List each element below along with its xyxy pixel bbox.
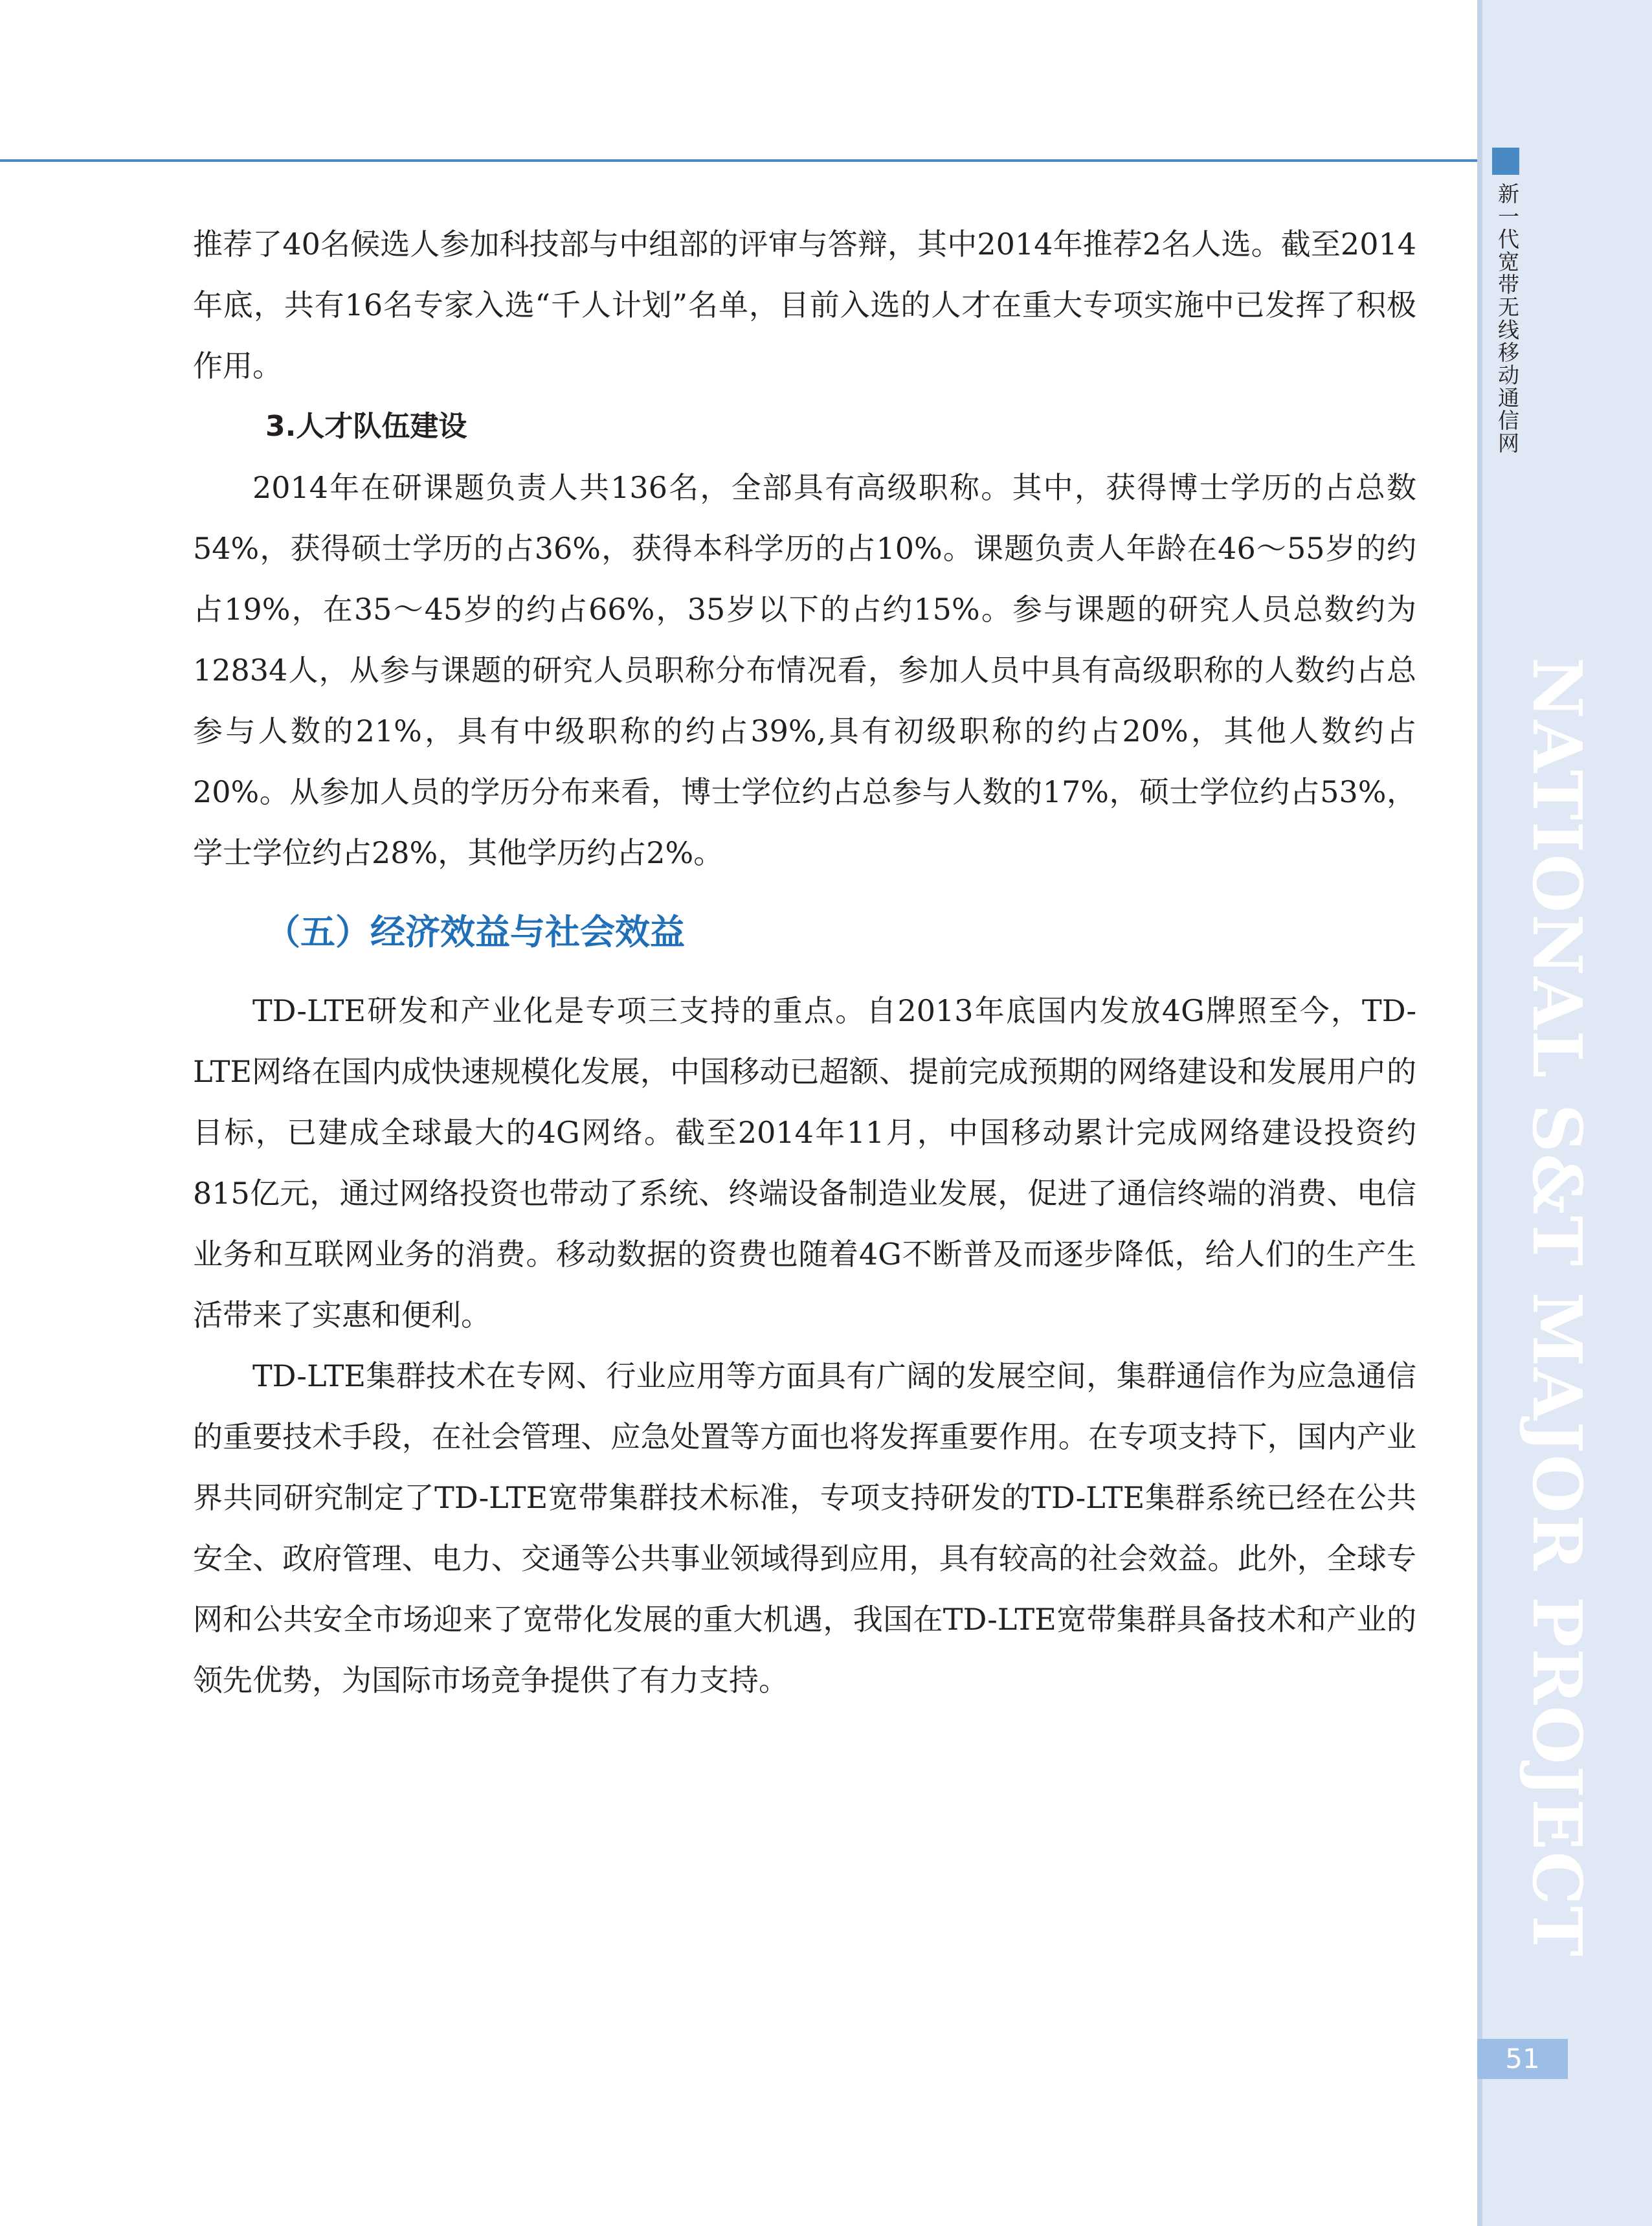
paragraph-talent: 2014年在研课题负责人共136名，全部具有高级职称。其中，获得博士学历的占总数54%，获得硕士学历的占36%，获得本科学历的占10%。课题负责人年龄在46～55岁的约占19%，在35～45岁的约占66%，35岁以下的占约15%。参与课题的研究人员总数约为12834人，从参与课题的研究人员职称分布情况看，参加人员中具有高级职称的人数约占总参与人数的21%，具有中级职称的约占39%,具有初级职称的约占20%，其他人数约占20%。从参加人员的学历分布来看，博士学位约占总参与人数的17%，硕士学位约占53%，学士学位约占28%，其他学历约占2%。	[193, 470, 1416, 870]
page-number: 51	[1505, 2043, 1540, 2074]
section-marker-square	[1492, 148, 1519, 175]
paragraph-cluster: TD-LTE集群技术在专网、行业应用等方面具有广阔的发展空间，集群通信作为应急通信的重要技术手段，在社会管理、应急处置等方面也将发挥重要作用。在专项支持下，国内产业界共同研究制定了TD-LTE宽带集群技术标准，专项支持研发的TD-LTE集群系统已经在公共安全、政府管理、电力、交通等公共事业领域得到应用，具有较高的社会效益。此外，全球专网和公共安全市场迎来了宽带化发展的重大机遇，我国在TD-LTE宽带集群具备技术和产业的领先优势，为国际市场竞争提供了有力支持。	[193, 1358, 1416, 1698]
running-section-title: 新一代宽带无线移动通信网	[1495, 183, 1520, 455]
body-content	[193, 214, 1416, 1711]
watermark-text: NATIONAL S&T MAJOR PROJECT	[1517, 657, 1597, 1958]
section-heading-benefits: （五）经济效益与社会效益	[265, 912, 685, 952]
paragraph-tdlte: TD-LTE研发和产业化是专项三支持的重点。自2013年底国内发放4G牌照至今，TD-LTE网络在国内成快速规模化发展，中国移动已超额、提前完成预期的网络建设和发展用户的目标，已建成全球最大的4G网络。截至2014年11月，中国移动累计完成网络建设投资约815亿元，通过网络投资也带动了系统、终端设备制造业发展，促进了通信终端的消费、电信业务和互联网业务的消费。移动数据的资费也随着4G不断普及而逐步降低，给人们的生产生活带来了实惠和便利。	[193, 993, 1416, 1332]
paragraph-continued: 推荐了40名候选人参加科技部与中组部的评审与答辩，其中2014年推荐2名人选。截至2014年底，共有16名专家入选“千人计划”名单，目前入选的人才在重大专项实施中已发挥了积极作用。	[193, 227, 1416, 383]
subheading-talent-team: 3.人才队伍建设	[265, 410, 467, 443]
header-rule	[0, 159, 1477, 162]
sidebar-edge-line	[1477, 0, 1482, 2226]
